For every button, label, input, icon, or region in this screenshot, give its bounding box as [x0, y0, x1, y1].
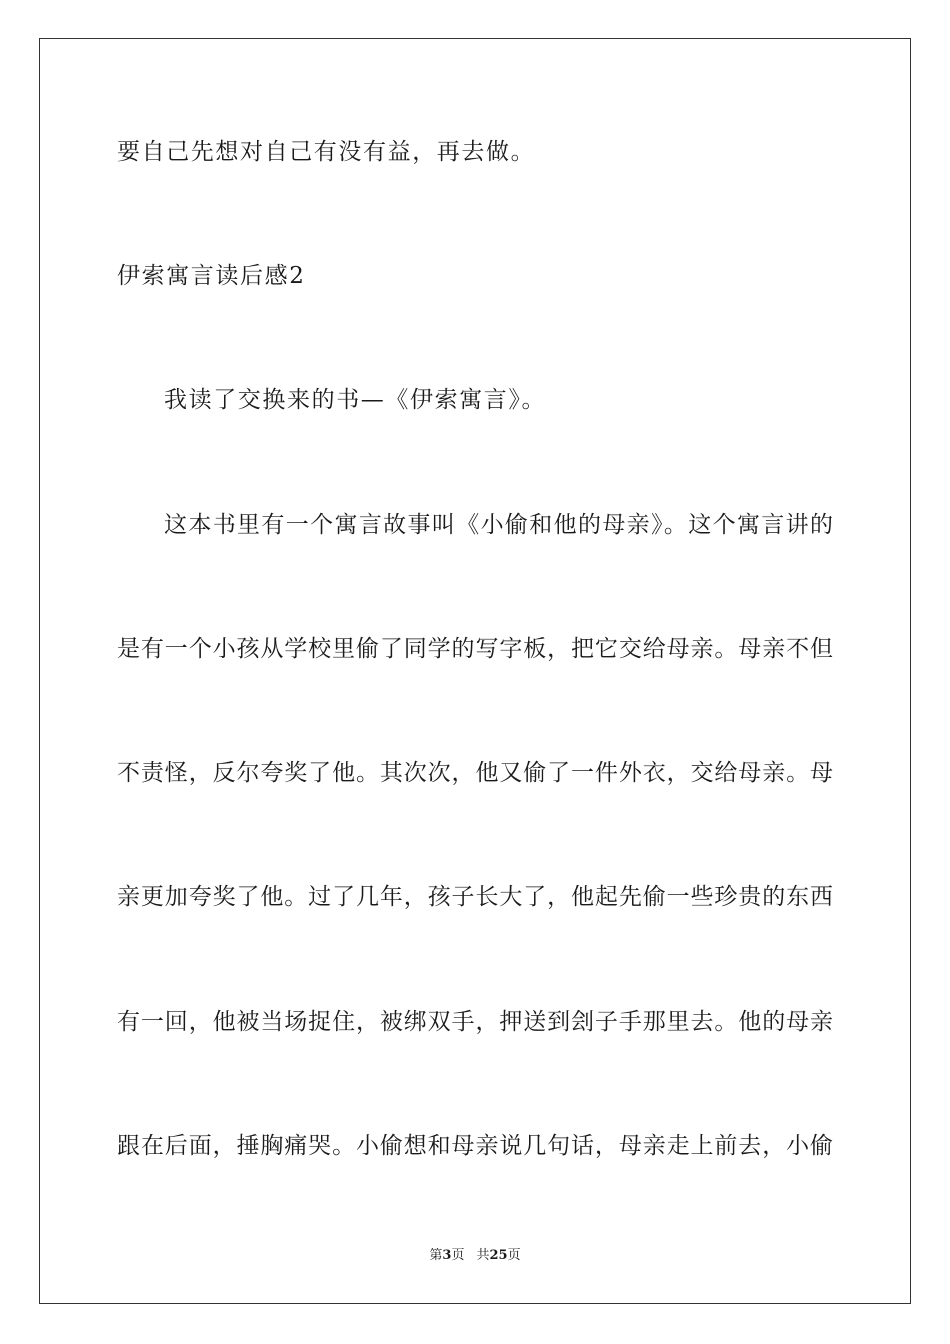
page-footer [0, 1246, 950, 1266]
paragraph-line-2: 我读了交换来的书—《伊索寓言》。 [164, 387, 547, 413]
paragraph-line-6: 亲更加夸奖了他。过了几年，孩子长大了，他起先偷一些珍贵的东西 [117, 884, 833, 910]
paragraph-line-1: 要自己先想对自己有没有益，再去做。 [117, 139, 536, 165]
paragraph-line-3: 这本书里有一个寓言故事叫《小偷和他的母亲》。这个寓言讲的 [164, 512, 833, 538]
page-suffix: 页 [451, 1248, 465, 1263]
section-heading: 伊索寓言读后感2 [117, 263, 306, 289]
paragraph-line-4: 是有一个小孩从学校里偷了同学的写字板，把它交给母亲。母亲不但 [117, 636, 833, 662]
page-border [39, 38, 911, 1304]
total-suffix: 页 [507, 1248, 521, 1263]
total-prefix: 共 [476, 1248, 490, 1263]
paragraph-line-5: 不责怪，反尔夸奖了他。其次次，他又偷了一件外衣，交给母亲。母 [117, 760, 833, 786]
page-prefix: 第 [429, 1248, 443, 1263]
paragraph-line-7: 有一回，他被当场捉住，被绑双手，押送到刽子手那里去。他的母亲 [117, 1009, 833, 1035]
page-number: 3 [442, 1248, 452, 1263]
total-pages: 25 [489, 1248, 508, 1263]
paragraph-line-8: 跟在后面，捶胸痛哭。小偷想和母亲说几句话，母亲走上前去，小偷 [117, 1133, 833, 1159]
